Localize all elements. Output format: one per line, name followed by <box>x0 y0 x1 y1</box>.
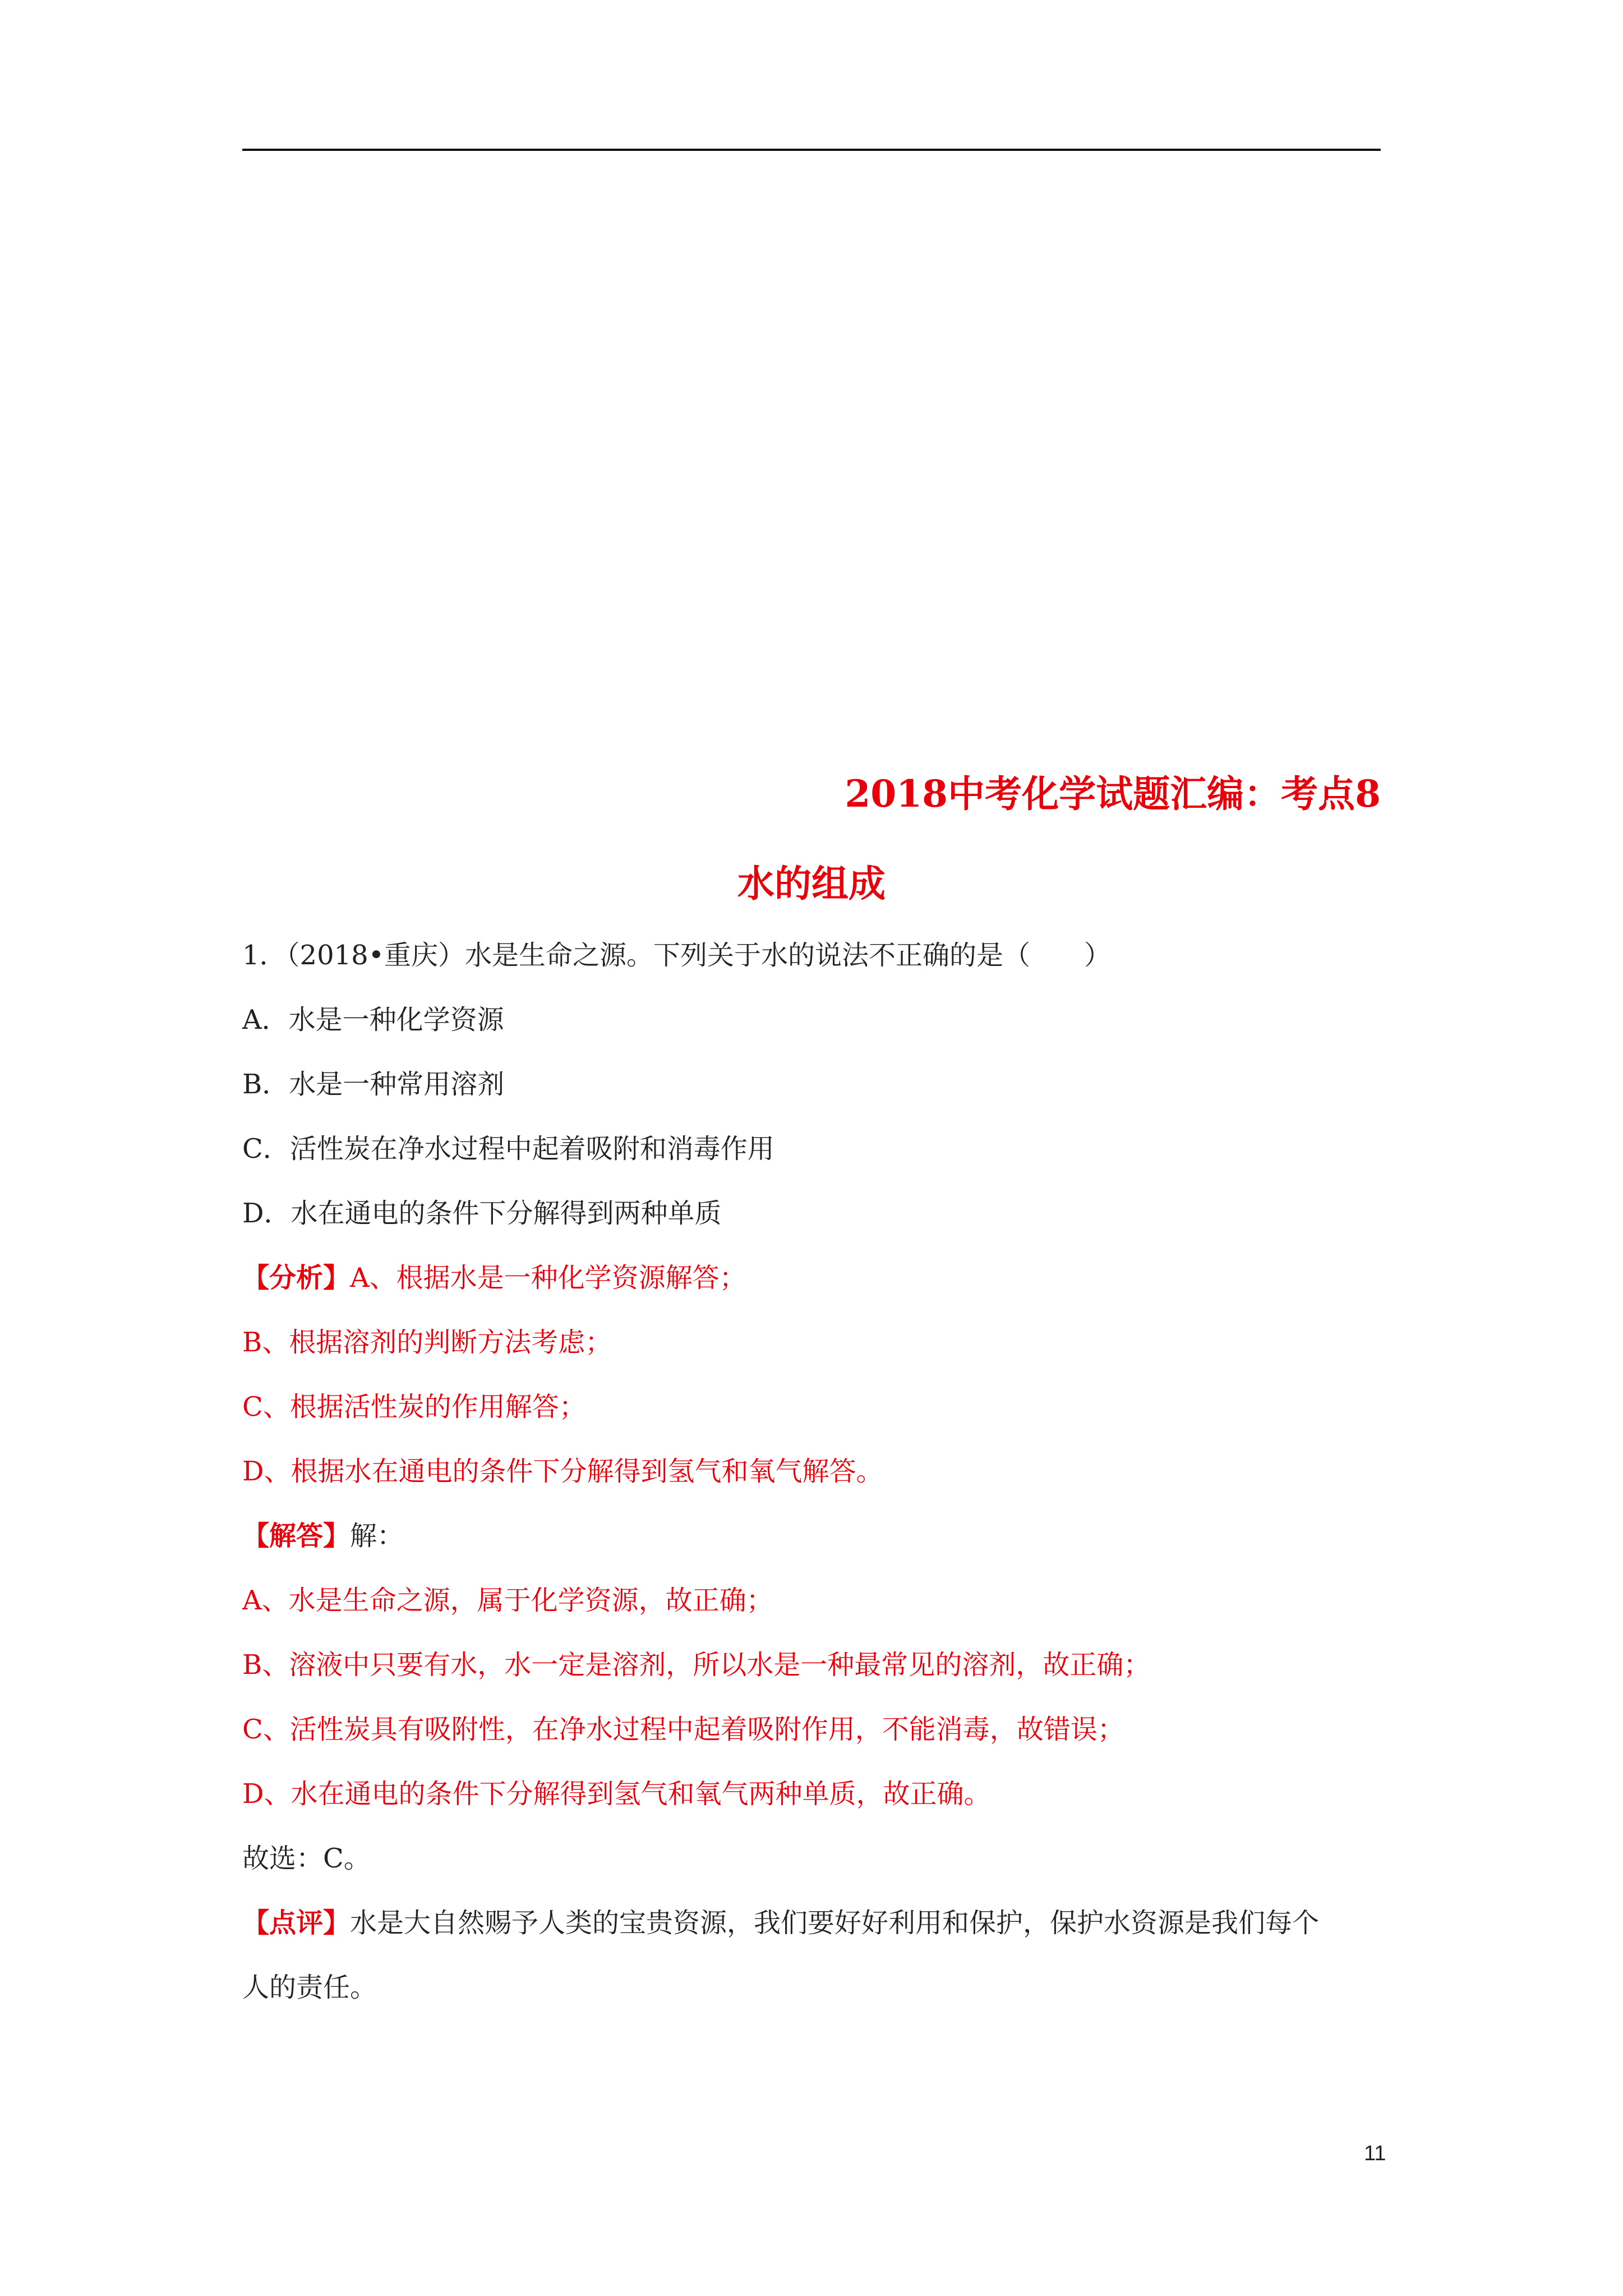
analysis-line: B、根据溶剂的判断方法考虑； <box>242 1327 612 1358</box>
header-rule <box>242 149 1381 151</box>
page-number: 11 <box>1364 2142 1386 2165</box>
document-title: 2018中考化学试题汇编：考点8 <box>845 772 1381 816</box>
analysis-first-line <box>242 1262 746 1295</box>
analysis-label: 【分析】 <box>242 1262 351 1294</box>
comment-label: 【点评】 <box>242 1907 351 1939</box>
comment-first-line <box>242 1907 1319 1940</box>
analysis-line: C、根据活性炭的作用解答； <box>242 1391 586 1423</box>
comment-second-line: 人的责任。 <box>242 1972 377 2003</box>
comment-text: 水是大自然赐予人类的宝贵资源，我们要好好利用和保护，保护水资源是我们每个 <box>350 1907 1320 1939</box>
solution-line: D、水在通电的条件下分解得到氢气和氧气两种单质，故正确。 <box>242 1778 991 1810</box>
option-c: C．活性炭在净水过程中起着吸附和消毒作用 <box>242 1133 774 1165</box>
answer-line: 故选：C。 <box>242 1843 371 1874</box>
solution-line: B、溶液中只要有水，水一定是溶剂，所以水是一种最常见的溶剂，故正确； <box>242 1649 1151 1681</box>
option-b: B．水是一种常用溶剂 <box>242 1069 505 1100</box>
option-d: D．水在通电的条件下分解得到两种单质 <box>242 1198 722 1229</box>
solution-intro: 解： <box>350 1520 404 1552</box>
option-a: A．水是一种化学资源 <box>242 1004 504 1036</box>
solution-first-line <box>242 1520 404 1553</box>
document-subtitle: 水的组成 <box>737 862 886 905</box>
question-stem: 1．（2018•重庆）水是生命之源。下列关于水的说法不正确的是（ ） <box>242 940 1112 971</box>
analysis-line: D、根据水在通电的条件下分解得到氢气和氧气解答。 <box>242 1456 883 1487</box>
solution-line: A、水是生命之源，属于化学资源，故正确； <box>242 1585 773 1616</box>
solution-label: 【解答】 <box>242 1520 351 1552</box>
analysis-text: A、根据水是一种化学资源解答； <box>350 1262 746 1294</box>
solution-line: C、活性炭具有吸附性，在净水过程中起着吸附作用，不能消毒，故错误； <box>242 1714 1124 1745</box>
